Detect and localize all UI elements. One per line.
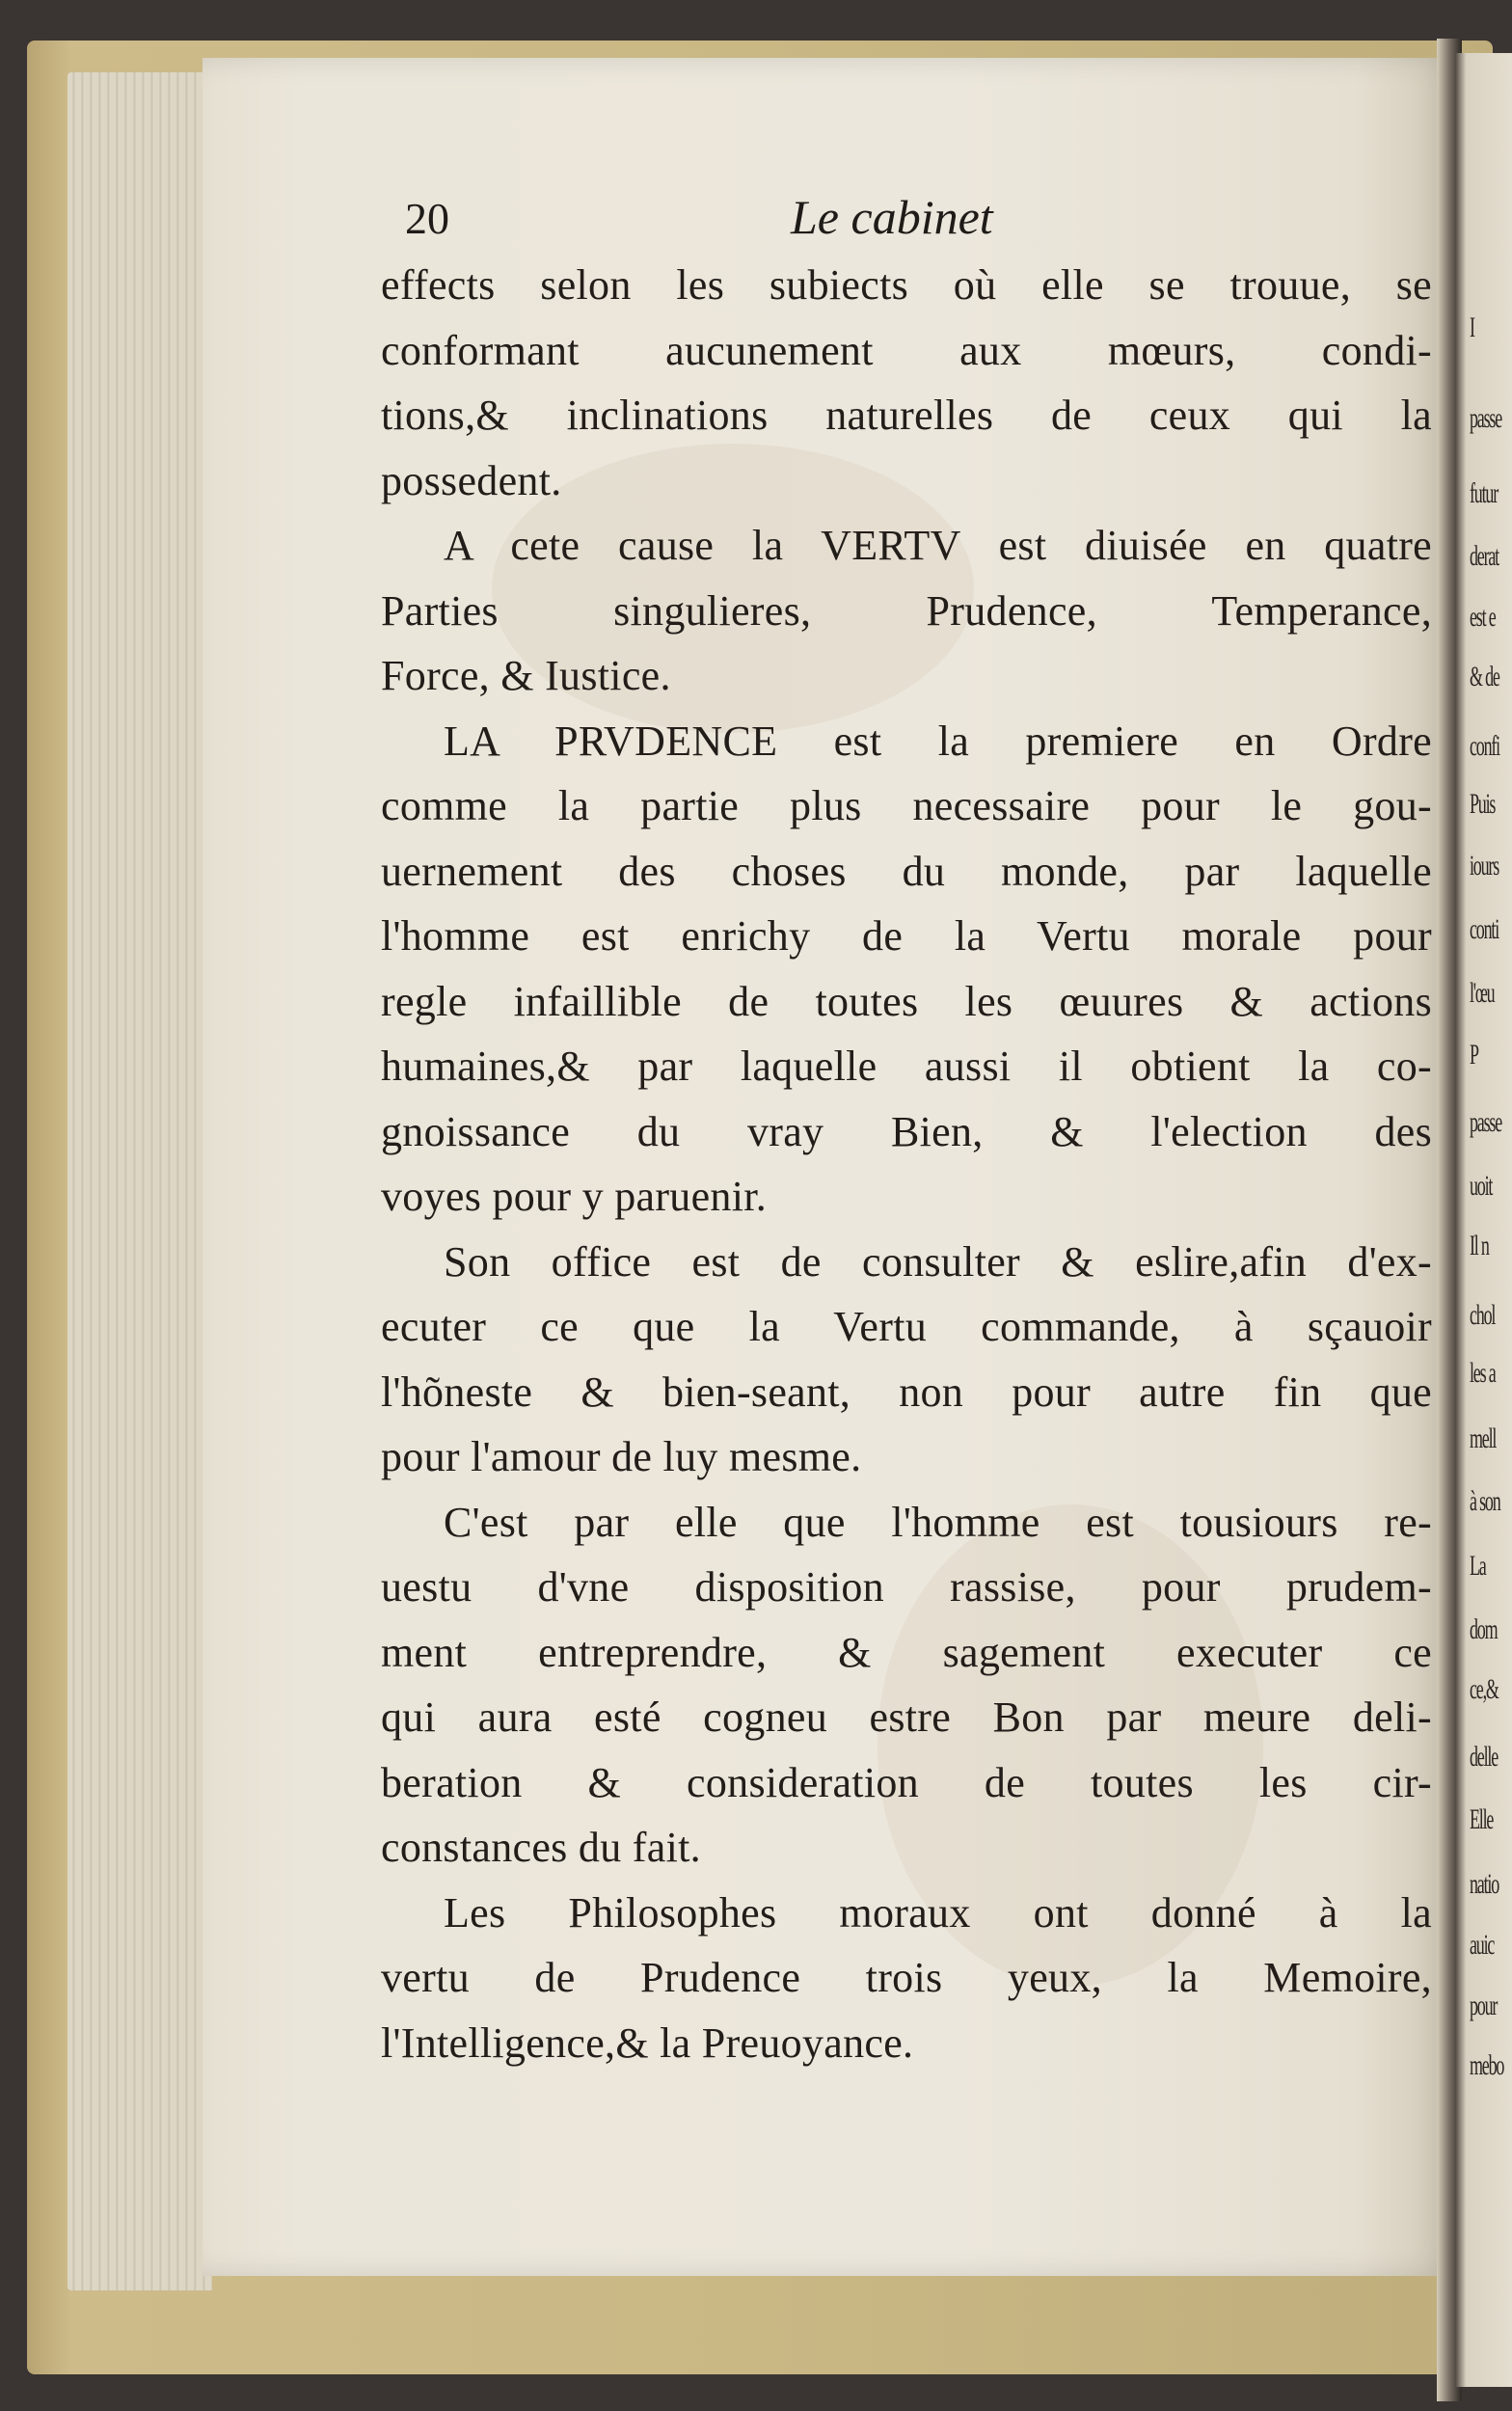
text-line: comme la partie plus necessaire pour le gou- [381,782,1432,829]
text-line: conformant aucunement aux mœurs, condi- [381,326,1432,374]
text-line: uestu d'vne disposition rassise, pour prudem- [381,1563,1432,1611]
facing-page-fragment: I [1470,312,1474,343]
text-line: beration & consideration de toutes les cir- [381,1758,1432,1806]
facing-page-fragment: mebo [1470,2049,1504,2081]
facing-page-fragment: delle [1470,1741,1498,1773]
text-line: Parties singulieres, Prudence, Temperance, [381,586,1432,635]
facing-page-fragment: pour [1470,1990,1498,2021]
facing-page-fragment: La [1470,1550,1486,1582]
facing-page-fragment: auic [1470,1929,1495,1961]
text-line: tions,& inclinations naturelles de ceux qui la [381,392,1432,439]
text-line: LA PRVDENCE est la premiere en Ordre [444,717,1432,765]
facing-page-fragment: iours [1470,850,1498,881]
facing-page-edge [1456,53,1512,2387]
facing-page-fragment: P [1470,1039,1478,1070]
text-line: vertu de Prudence trois yeux, la Memoire, [381,1954,1432,2001]
text-line: voyes pour y paruenir. [381,1173,768,1220]
text-line: l'homme est enrichy de la Vertu morale pour [381,912,1432,960]
text-line: l'hõneste & bien-seant, non pour autre fin que [381,1368,1432,1416]
facing-page-fragment: Puis [1470,788,1496,820]
facing-page-fragment: à son [1470,1485,1500,1517]
text-line: l'Intelligence,& la Preuoyance. [381,2018,914,2067]
text-line: ecuter ce que la Vertu commande, à sçauoir [381,1303,1432,1350]
text-line: possedent. [381,456,562,504]
running-title: Le cabinet [791,190,993,244]
text-line: ment entreprendre, & sagement executer ce [381,1628,1432,1676]
facing-page-fragment: l'œu [1470,977,1495,1009]
facing-page-fragment: & de [1470,661,1499,692]
text-line: uernement des choses du monde, par laquelle [381,847,1432,895]
facing-page-fragment: derat [1470,540,1498,572]
text-line: gnoissance du vray Bien, & l'election des [381,1107,1432,1155]
facing-page-fragment: natio [1470,1868,1498,1900]
facing-page-fragment: confi [1470,730,1499,762]
text-line: pour l'amour de luy mesme. [381,1433,862,1480]
facing-page-fragment: passe [1470,1106,1501,1138]
facing-page-fragment: passe [1470,402,1501,434]
text-line: A cete cause la VERTV est diuisée en quatre [444,522,1432,569]
text-line: regle infaillible de toutes les œuures & actions [381,977,1432,1025]
facing-page-fragment: ce,& [1470,1673,1498,1705]
text-line: effects selon les subiects où elle se trouue, se [381,261,1432,309]
facing-page-fragment: Il n [1470,1230,1489,1261]
text-line: humaines,& par laquelle aussi il obtient la co- [381,1043,1432,1090]
text-line: constances du fait. [381,1824,701,1871]
facing-page-fragment: les a [1470,1357,1496,1389]
text-line: C'est par elle que l'homme est tousiours re- [444,1498,1432,1546]
running-header [405,190,1389,260]
page-edges [68,72,212,2290]
text-line: Les Philosophes moraux ont donné à la [444,1888,1432,1937]
facing-page-fragment: dom [1470,1613,1498,1645]
text-line: Son office est de consulter & eslire,afin d'ex- [444,1237,1432,1286]
facing-page-fragment: est e [1470,601,1496,633]
text-line: qui aura esté cogneu estre Bon par meure deli- [381,1693,1432,1741]
facing-page-fragment: futur [1470,477,1498,509]
facing-page-fragment: conti [1470,913,1498,945]
text-line: Force, & Iustice. [381,652,671,699]
facing-page-fragment: mell [1470,1422,1497,1454]
facing-page-fragment: Elle [1470,1803,1494,1835]
body-text [381,253,1432,2075]
facing-page-fragment: uoit [1470,1170,1493,1202]
page-number: 20 [405,194,449,243]
facing-page-fragment: chol [1470,1299,1496,1331]
